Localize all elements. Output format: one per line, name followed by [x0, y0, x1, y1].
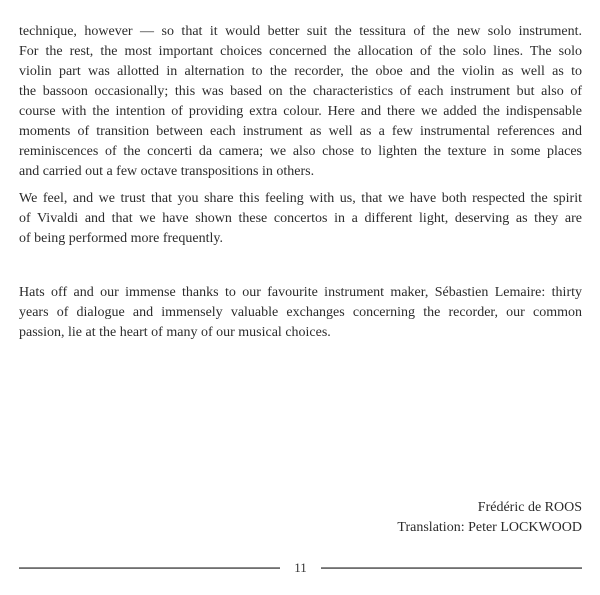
text-line: years of dialogue and immensely valuable exchanges concerning the recorder, our common [19, 305, 582, 320]
footer-rule-left [19, 567, 280, 569]
paragraph-allocation [19, 22, 582, 182]
text-line: For the rest, the most important choices concerned the allocation of the solo lines. The solo [19, 44, 582, 59]
text-line: violin part was allotted in alternation to the recorder, the oboe and the violin as well as to [19, 64, 582, 79]
text-line: of being performed more frequently. [19, 231, 223, 246]
text-line: Hats off and our immense thanks to our favourite instrument maker, Sébastien Lemaire: thirty [19, 285, 582, 300]
translator-credit: Translation: Peter LOCKWOOD [397, 520, 582, 535]
paragraph-spirit-of-vivaldi [19, 189, 582, 249]
signature-block [19, 498, 582, 538]
text-line: the bassoon occasionally; this was based on the characteristics of each instrument but also of [19, 84, 582, 99]
text-line: and carried out a few octave transpositions in others. [19, 164, 315, 179]
text-line: moments of transition between each instrument as well as a few instrumental references and [19, 124, 582, 139]
paragraph-thanks [19, 283, 582, 343]
text-line: reminiscences of the concerti da camera; we also chose to lighten the texture in some places [19, 144, 582, 159]
author-name: Frédéric de ROOS [477, 500, 582, 515]
page-footer [19, 558, 582, 578]
text-line: We feel, and we trust that you share this feeling with us, that we have both respected the spirit [19, 191, 582, 206]
page-number: 11 [294, 560, 307, 575]
text-line: passion, lie at the heart of many of our musical choices. [19, 325, 331, 340]
text-line: course with the intention of providing extra colour. Here and there we added the indispensable [19, 104, 582, 119]
text-line: of Vivaldi and that we have shown these concertos in a different light, deserving as they are [19, 211, 582, 226]
footer-rule-right [321, 567, 582, 569]
text-line: technique, however — so that it would better suit the tessitura of the new solo instrument. [19, 24, 582, 39]
